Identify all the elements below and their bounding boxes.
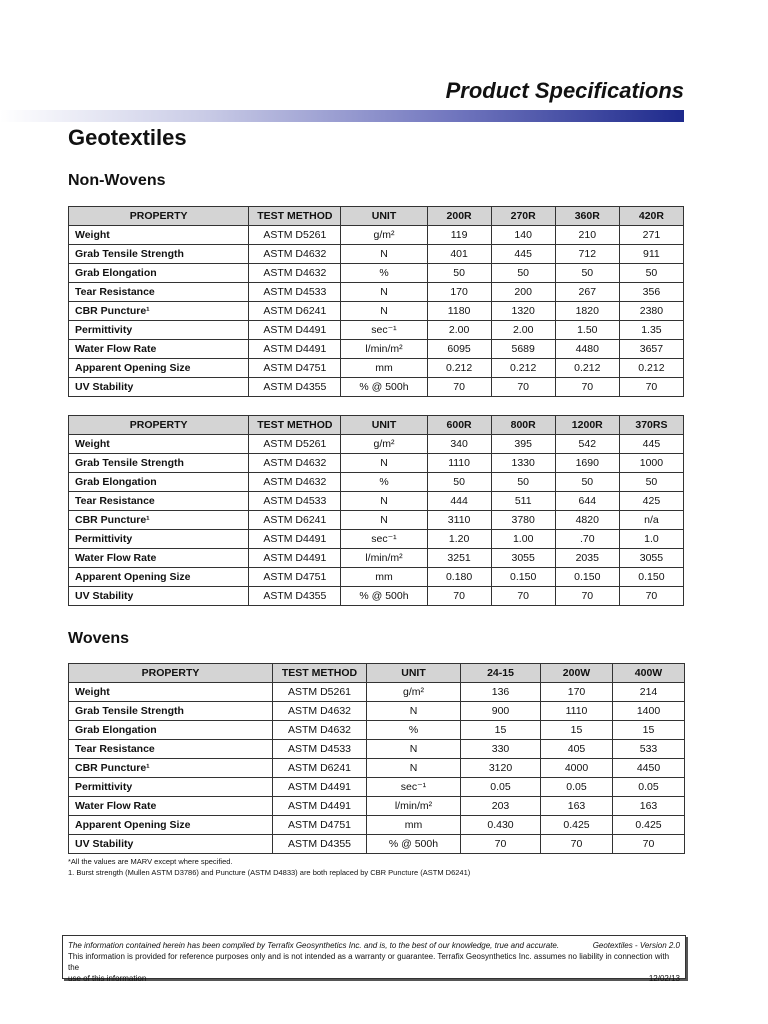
table-cell: 644 xyxy=(555,492,619,511)
table-cell: 50 xyxy=(555,473,619,492)
table-cell: 4450 xyxy=(613,759,685,778)
table-row xyxy=(69,245,684,264)
table-cell: ASTM D6241 xyxy=(249,511,341,530)
table-cell: % xyxy=(341,264,427,283)
table-cell: ASTM D4632 xyxy=(273,721,367,740)
table-cell: 2.00 xyxy=(491,321,555,340)
table-cell: 50 xyxy=(491,473,555,492)
table-row xyxy=(69,835,685,854)
table-cell: ASTM D6241 xyxy=(273,759,367,778)
table-row xyxy=(69,492,684,511)
table-cell: 0.212 xyxy=(619,359,683,378)
table-cell: 5689 xyxy=(491,340,555,359)
table-cell: 533 xyxy=(613,740,685,759)
table-cell: 1820 xyxy=(555,302,619,321)
table-cell: 50 xyxy=(427,264,491,283)
table-cell: 1690 xyxy=(555,454,619,473)
table-cell: mm xyxy=(341,568,427,587)
column-header: 420R xyxy=(619,207,683,226)
property-cell: Grab Elongation xyxy=(69,264,249,283)
table-cell: 3110 xyxy=(427,511,491,530)
table-cell: 210 xyxy=(555,226,619,245)
table-cell: g/m² xyxy=(367,683,461,702)
table-cell: ASTM D4751 xyxy=(249,568,341,587)
property-cell: Grab Tensile Strength xyxy=(69,702,273,721)
property-cell: Grab Elongation xyxy=(69,473,249,492)
table-cell: 70 xyxy=(619,587,683,606)
property-cell: Permittivity xyxy=(69,530,249,549)
table-row xyxy=(69,721,685,740)
table-cell: 0.212 xyxy=(491,359,555,378)
table-cell: 119 xyxy=(427,226,491,245)
table-cell: 1.0 xyxy=(619,530,683,549)
table-cell: 1.00 xyxy=(491,530,555,549)
table-cell: 4000 xyxy=(541,759,613,778)
table-row xyxy=(69,740,685,759)
column-header: 270R xyxy=(491,207,555,226)
section-title-wovens: Wovens xyxy=(68,630,130,647)
column-header: 400W xyxy=(613,664,685,683)
table-cell: 444 xyxy=(427,492,491,511)
property-cell: UV Stability xyxy=(69,378,249,397)
property-cell: Weight xyxy=(69,435,249,454)
property-cell: Apparent Opening Size xyxy=(69,359,249,378)
table-cell: ASTM D4491 xyxy=(273,797,367,816)
table-cell: sec⁻¹ xyxy=(341,321,427,340)
property-cell: Permittivity xyxy=(69,778,273,797)
property-cell: Permittivity xyxy=(69,321,249,340)
table-cell: 0.05 xyxy=(461,778,541,797)
table-cell: 356 xyxy=(619,283,683,302)
table-cell: 6095 xyxy=(427,340,491,359)
table-cell: 3780 xyxy=(491,511,555,530)
table-cell: 542 xyxy=(555,435,619,454)
table-cell: ASTM D4355 xyxy=(273,835,367,854)
table-cell: ASTM D6241 xyxy=(249,302,341,321)
table-cell: ASTM D4533 xyxy=(249,283,341,302)
table-cell: 70 xyxy=(613,835,685,854)
property-cell: UV Stability xyxy=(69,835,273,854)
table-cell: N xyxy=(341,454,427,473)
table-cell: 0.150 xyxy=(491,568,555,587)
table-cell: 1.35 xyxy=(619,321,683,340)
table-cell: ASTM D4632 xyxy=(249,264,341,283)
column-header: PROPERTY xyxy=(69,416,249,435)
table-cell: ASTM D4533 xyxy=(249,492,341,511)
property-cell: Grab Elongation xyxy=(69,721,273,740)
column-header: 200W xyxy=(541,664,613,683)
table-cell: 271 xyxy=(619,226,683,245)
property-cell: Water Flow Rate xyxy=(69,549,249,568)
table-cell: N xyxy=(367,759,461,778)
table-cell: 136 xyxy=(461,683,541,702)
table-cell: 4480 xyxy=(555,340,619,359)
disclaimer-line: The information contained herein has been compiled by Terrafix Geosynthetics Inc. and is, to the best of our knowledge, true and accurate. xyxy=(68,941,560,950)
table-cell: .70 xyxy=(555,530,619,549)
footnote: *All the values are MARV except where specified. xyxy=(68,857,233,866)
spec-table xyxy=(68,415,684,606)
table-cell: ASTM D4355 xyxy=(249,378,341,397)
table-cell: 140 xyxy=(491,226,555,245)
column-header: TEST METHOD xyxy=(249,416,341,435)
column-header: 600R xyxy=(427,416,491,435)
table-cell: 511 xyxy=(491,492,555,511)
table-cell: 50 xyxy=(619,264,683,283)
table-cell: 50 xyxy=(619,473,683,492)
table-cell: 1110 xyxy=(427,454,491,473)
table-cell: sec⁻¹ xyxy=(341,530,427,549)
table-cell: 3251 xyxy=(427,549,491,568)
table-cell: 200 xyxy=(491,283,555,302)
table-cell: 70 xyxy=(555,587,619,606)
property-cell: CBR Puncture¹ xyxy=(69,759,273,778)
column-header: TEST METHOD xyxy=(249,207,341,226)
table-cell: 163 xyxy=(613,797,685,816)
table-cell: ASTM D4632 xyxy=(249,454,341,473)
table-cell: ASTM D4355 xyxy=(249,587,341,606)
table-row xyxy=(69,359,684,378)
property-cell: Tear Resistance xyxy=(69,492,249,511)
table-cell: 1000 xyxy=(619,454,683,473)
column-header: PROPERTY xyxy=(69,207,249,226)
column-header: 24-15 xyxy=(461,664,541,683)
table-cell: ASTM D5261 xyxy=(249,226,341,245)
property-cell: Tear Resistance xyxy=(69,740,273,759)
table-cell: ASTM D4751 xyxy=(249,359,341,378)
table-row xyxy=(69,702,685,721)
table-row xyxy=(69,549,684,568)
table-cell: 0.180 xyxy=(427,568,491,587)
table-cell: 163 xyxy=(541,797,613,816)
table-cell: % @ 500h xyxy=(367,835,461,854)
table-header-row xyxy=(69,664,685,683)
table-cell: 15 xyxy=(461,721,541,740)
table-cell: 0.425 xyxy=(541,816,613,835)
property-cell: UV Stability xyxy=(69,587,249,606)
table-row xyxy=(69,683,685,702)
table-cell: 0.150 xyxy=(555,568,619,587)
spec-table xyxy=(68,663,685,854)
table-cell: 70 xyxy=(427,378,491,397)
table-cell: 3120 xyxy=(461,759,541,778)
table-row xyxy=(69,797,685,816)
table-row xyxy=(69,340,684,359)
table-cell: 405 xyxy=(541,740,613,759)
table-cell: 1110 xyxy=(541,702,613,721)
table-cell: 50 xyxy=(491,264,555,283)
table-cell: 0.212 xyxy=(555,359,619,378)
table-cell: N xyxy=(367,740,461,759)
table-cell: 3055 xyxy=(619,549,683,568)
property-cell: Grab Tensile Strength xyxy=(69,454,249,473)
table-cell: 2035 xyxy=(555,549,619,568)
property-cell: CBR Puncture¹ xyxy=(69,511,249,530)
column-header: UNIT xyxy=(367,664,461,683)
document-header-title: Product Specifications xyxy=(445,78,684,103)
table-row xyxy=(69,473,684,492)
table-row xyxy=(69,816,685,835)
property-cell: Water Flow Rate xyxy=(69,340,249,359)
table-cell: 70 xyxy=(619,378,683,397)
property-cell: Apparent Opening Size xyxy=(69,816,273,835)
table-cell: 70 xyxy=(555,378,619,397)
table-cell: ASTM D4533 xyxy=(273,740,367,759)
table-cell: % @ 500h xyxy=(341,587,427,606)
table-cell: 267 xyxy=(555,283,619,302)
table-cell: 214 xyxy=(613,683,685,702)
table-cell: 445 xyxy=(491,245,555,264)
table-cell: 2380 xyxy=(619,302,683,321)
table-cell: ASTM D4491 xyxy=(249,549,341,568)
table-row xyxy=(69,264,684,283)
table-cell: 70 xyxy=(427,587,491,606)
property-cell: Tear Resistance xyxy=(69,283,249,302)
table-cell: 1.20 xyxy=(427,530,491,549)
table-cell: 401 xyxy=(427,245,491,264)
table-cell: 395 xyxy=(491,435,555,454)
disclaimer-line: use of this information xyxy=(68,974,147,983)
column-header: PROPERTY xyxy=(69,664,273,683)
table-cell: 70 xyxy=(491,378,555,397)
table-cell: N xyxy=(341,492,427,511)
table-cell: g/m² xyxy=(341,226,427,245)
table-header-row xyxy=(69,416,684,435)
column-header: 200R xyxy=(427,207,491,226)
table-row xyxy=(69,321,684,340)
table-header-row xyxy=(69,207,684,226)
header-gradient-bar xyxy=(0,110,684,122)
table-cell: 170 xyxy=(427,283,491,302)
table-cell: 0.150 xyxy=(619,568,683,587)
footnote: 1. Burst strength (Mullen ASTM D3786) and Puncture (ASTM D4833) are both replaced by CBR Puncture (ASTM D6241) xyxy=(68,868,471,877)
table-row xyxy=(69,283,684,302)
table-row xyxy=(69,568,684,587)
table-cell: N xyxy=(341,511,427,530)
table-cell: g/m² xyxy=(341,435,427,454)
table-cell: 911 xyxy=(619,245,683,264)
table-cell: N xyxy=(341,245,427,264)
table-cell: % @ 500h xyxy=(341,378,427,397)
table-cell: 330 xyxy=(461,740,541,759)
table-cell: 1320 xyxy=(491,302,555,321)
section-title-non-wovens: Non-Wovens xyxy=(68,172,166,189)
table-cell: l/min/m² xyxy=(367,797,461,816)
table-cell: N xyxy=(367,702,461,721)
table-cell: l/min/m² xyxy=(341,340,427,359)
column-header: 370RS xyxy=(619,416,683,435)
table-cell: ASTM D5261 xyxy=(249,435,341,454)
table-cell: l/min/m² xyxy=(341,549,427,568)
table-cell: ASTM D4491 xyxy=(249,530,341,549)
table-cell: ASTM D4632 xyxy=(273,702,367,721)
table-row xyxy=(69,778,685,797)
table-cell: ASTM D4632 xyxy=(249,473,341,492)
column-header: TEST METHOD xyxy=(273,664,367,683)
column-header: UNIT xyxy=(341,207,427,226)
table-row xyxy=(69,511,684,530)
table-cell: 70 xyxy=(541,835,613,854)
table-row xyxy=(69,302,684,321)
property-cell: Grab Tensile Strength xyxy=(69,245,249,264)
property-cell: CBR Puncture¹ xyxy=(69,302,249,321)
table-cell: 15 xyxy=(541,721,613,740)
table-cell: ASTM D5261 xyxy=(273,683,367,702)
table-cell: 712 xyxy=(555,245,619,264)
table-cell: 425 xyxy=(619,492,683,511)
column-header: 360R xyxy=(555,207,619,226)
table-cell: 2.00 xyxy=(427,321,491,340)
table-row xyxy=(69,759,685,778)
table-row xyxy=(69,587,684,606)
table-cell: % xyxy=(341,473,427,492)
table-cell: 70 xyxy=(491,587,555,606)
table-cell: N xyxy=(341,302,427,321)
table-cell: 1330 xyxy=(491,454,555,473)
table-cell: 0.430 xyxy=(461,816,541,835)
table-cell: 15 xyxy=(613,721,685,740)
footnotes xyxy=(68,856,470,878)
table-cell: 4820 xyxy=(555,511,619,530)
table-cell: 1400 xyxy=(613,702,685,721)
table-cell: 0.05 xyxy=(541,778,613,797)
version-label: Geotextiles - Version 2.0 xyxy=(592,941,680,950)
table-cell: 1180 xyxy=(427,302,491,321)
table-cell: % xyxy=(367,721,461,740)
table-cell: N xyxy=(341,283,427,302)
table-row xyxy=(69,454,684,473)
table-cell: 0.05 xyxy=(613,778,685,797)
table-cell: n/a xyxy=(619,511,683,530)
table-cell: 900 xyxy=(461,702,541,721)
table-cell: ASTM D4632 xyxy=(249,245,341,264)
property-cell: Weight xyxy=(69,226,249,245)
property-cell: Apparent Opening Size xyxy=(69,568,249,587)
property-cell: Water Flow Rate xyxy=(69,797,273,816)
page-title: Geotextiles xyxy=(68,125,187,150)
table-cell: ASTM D4751 xyxy=(273,816,367,835)
table-cell: 0.425 xyxy=(613,816,685,835)
table-row xyxy=(69,226,684,245)
table-row xyxy=(69,530,684,549)
table-cell: 3055 xyxy=(491,549,555,568)
column-header: 1200R xyxy=(555,416,619,435)
column-header: UNIT xyxy=(341,416,427,435)
table-row xyxy=(69,435,684,454)
table-cell: 50 xyxy=(427,473,491,492)
table-cell: 1.50 xyxy=(555,321,619,340)
disclaimer-box xyxy=(62,935,686,983)
date-label: 12/02/13 xyxy=(648,974,680,983)
table-cell: sec⁻¹ xyxy=(367,778,461,797)
table-cell: 50 xyxy=(555,264,619,283)
table-cell: 70 xyxy=(461,835,541,854)
table-cell: ASTM D4491 xyxy=(273,778,367,797)
table-cell: 340 xyxy=(427,435,491,454)
disclaimer-line: This information is provided for reference purposes only and is not intended as a warranty or guarantee. Terrafix Geosynthetics Inc. assumes no liability in connection with the xyxy=(68,952,670,972)
table-row xyxy=(69,378,684,397)
table-cell: 170 xyxy=(541,683,613,702)
spec-table xyxy=(68,206,684,397)
table-cell: ASTM D4491 xyxy=(249,321,341,340)
table-cell: mm xyxy=(367,816,461,835)
property-cell: Weight xyxy=(69,683,273,702)
table-cell: 445 xyxy=(619,435,683,454)
table-cell: 0.212 xyxy=(427,359,491,378)
table-cell: mm xyxy=(341,359,427,378)
table-cell: 203 xyxy=(461,797,541,816)
table-cell: 3657 xyxy=(619,340,683,359)
column-header: 800R xyxy=(491,416,555,435)
table-cell: ASTM D4491 xyxy=(249,340,341,359)
